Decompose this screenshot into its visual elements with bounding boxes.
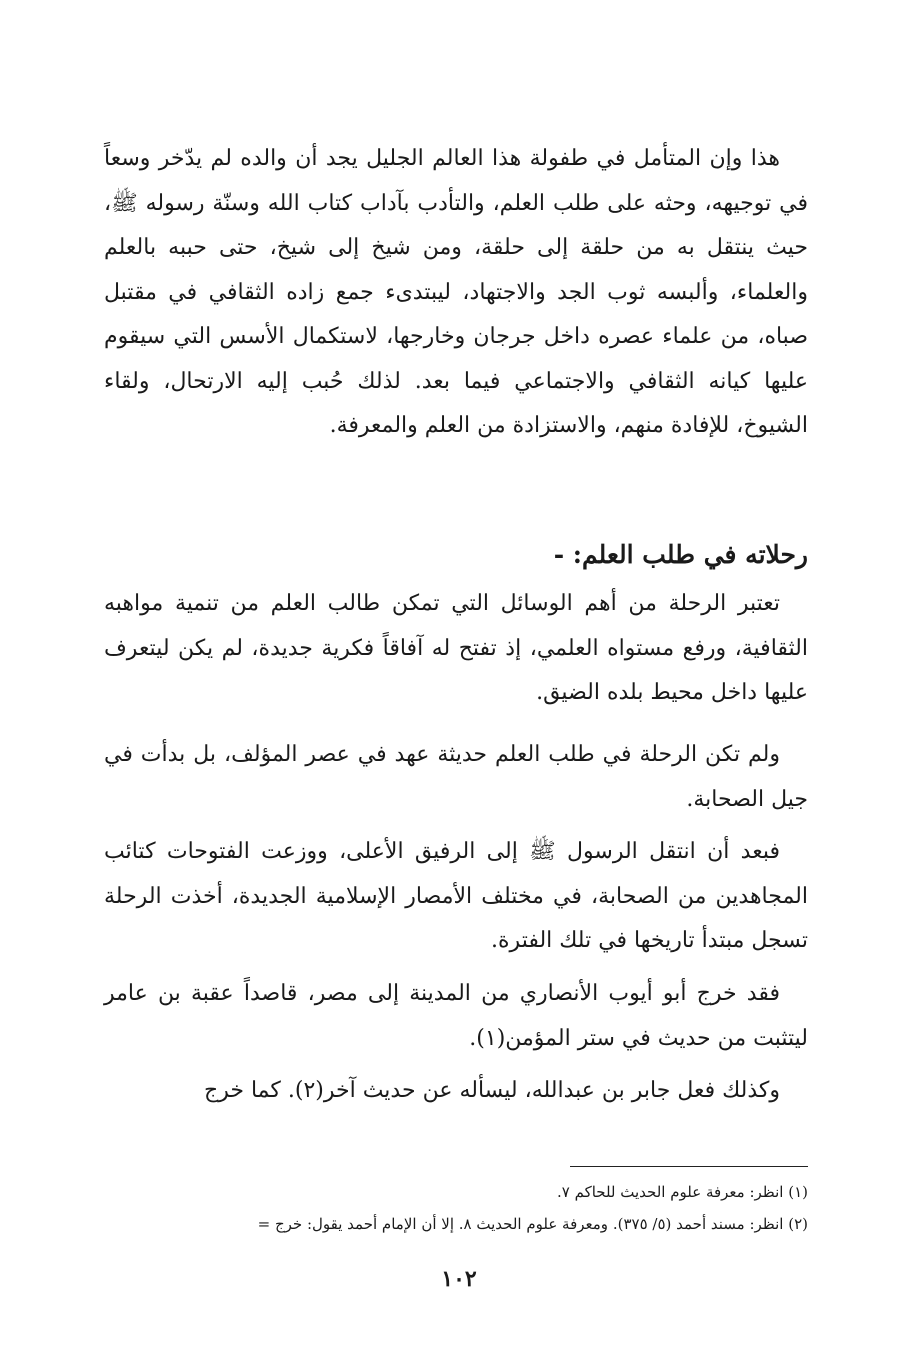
paragraph-2: ولم تكن الرحلة في طلب العلم حديثة عهد في عصر المؤلف، بل بدأت في جيل الصحابة. (104, 742, 808, 812)
paragraph-3-block (104, 830, 808, 964)
footnote-1: (١) انظر: معرفة علوم الحديث للحاكم ٧. (556, 1183, 808, 1201)
intro-paragraph: هذا وإن المتأمل في طفولة هذا العالم الجليل يجد أن والده لم يدّخر وسعاً في توجيهه، وحثه على طلب العلم، والتأدب بآداب كتاب الله وسنّة رسوله ﷺ، حيث ينتقل به من حلقة إلى حلقة، ومن شيخ إلى شيخ، حتى حببه بالعلم والعلماء، وألبسه ثوب الجد والاجتهاد، ليبتدىء جمع زاده الثقافي في مقتبل صباه، من علماء عصره داخل جرجان وخارجها، لاستكمال الأسس التي سيقوم عليها كيانه الثقافي والاجتماعي فيما بعد. لذلك حُبب إليه الارتحال، ولقاء الشيوخ، للإفادة منهم، والاستزادة من العلم والمعرفة. (104, 146, 808, 438)
intro-block (104, 137, 808, 449)
paragraph-1: تعتبر الرحلة من أهم الوسائل التي تمكن طالب العلم من تنمية مواهبه الثقافية، ورفع مستواه العلمي، إذ تفتح له آفاقاً فكرية جديدة، لم يكن ليتعرف عليها داخل محيط بلده الضيق. (104, 591, 808, 705)
section-heading: رحلاته في طلب العلم: - (553, 540, 808, 569)
page-number: ١٠٢ (441, 1266, 477, 1292)
footnote-divider (570, 1166, 808, 1167)
footnote-2: (٢) انظر: مسند أحمد (٥/ ٣٧٥). ومعرفة علوم الحديث ٨. إلا أن الإمام أحمد يقول: خرج = (257, 1215, 808, 1233)
paragraph-3: فبعد أن انتقل الرسول ﷺ إلى الرفيق الأعلى، ووزعت الفتوحات كتائب المجاهدين من الصحابة، في مختلف الأمصار الإسلامية الجديدة، أخذت الرحلة تسجل مبتدأ تاريخها في تلك الفترة. (104, 839, 808, 953)
paragraph-5-block (104, 1069, 808, 1114)
paragraph-4-block (104, 972, 808, 1061)
footnotes (104, 1176, 808, 1240)
paragraph-1-block (104, 582, 808, 716)
paragraph-4: فقد خرج أبو أيوب الأنصاري من المدينة إلى مصر، قاصداً عقبة بن عامر ليتثبت من حديث في ستر المؤمن(١). (104, 981, 808, 1051)
paragraph-2-block (104, 733, 808, 822)
paragraph-5: وكذلك فعل جابر بن عبدالله، ليسأله عن حديث آخر(٢). كما خرج (204, 1078, 780, 1103)
